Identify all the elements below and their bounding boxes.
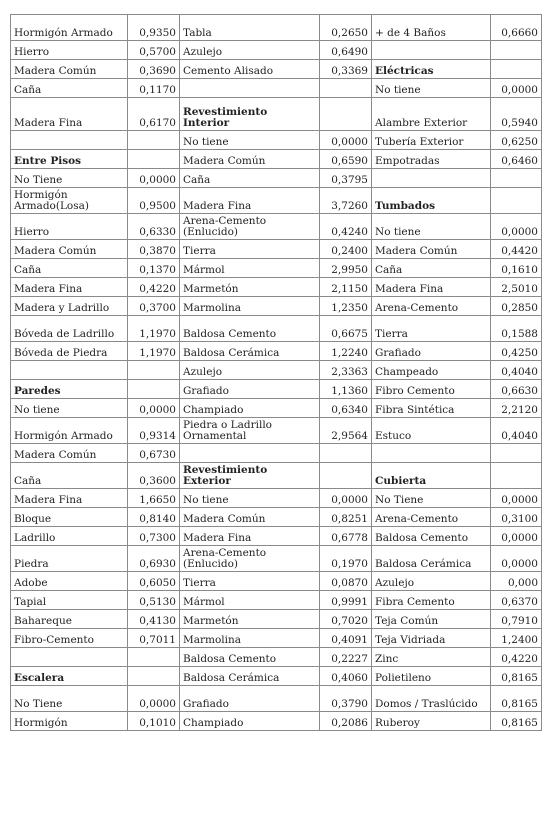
section-header: Revestimiento Interior <box>180 98 320 131</box>
group2-value: 0,3369 <box>320 60 372 79</box>
table-row <box>11 98 542 131</box>
group1-item: Caña <box>11 79 128 98</box>
group3-item: Grafiado <box>372 342 491 361</box>
group1-item: Hormigón <box>11 712 128 731</box>
group1-value: 0,7011 <box>128 629 180 648</box>
table-row <box>11 60 542 79</box>
group2-item: Azulejo <box>180 41 320 60</box>
group1-value: 0,6930 <box>128 546 180 572</box>
group3-value: 0,1610 <box>491 259 542 278</box>
group2-item: Grafiado <box>180 686 320 712</box>
table-row <box>11 489 542 508</box>
table-row <box>11 169 542 188</box>
group1-item: Bahareque <box>11 610 128 629</box>
group2-item: Champiado <box>180 712 320 731</box>
empty-cell <box>491 60 542 79</box>
group2-item: Mármol <box>180 259 320 278</box>
group2-value: 0,6340 <box>320 399 372 418</box>
group1-value: 0,5130 <box>128 591 180 610</box>
group2-item: Arena-Cemento (Enlucido) <box>180 546 320 572</box>
group2-value: 0,4060 <box>320 667 372 686</box>
group3-value: 0,7910 <box>491 610 542 629</box>
table-row <box>11 380 542 399</box>
group1-item: Caña <box>11 259 128 278</box>
group3-item: No tiene <box>372 79 491 98</box>
group1-value: 0,0000 <box>128 169 180 188</box>
group1-item: Madera Común <box>11 444 128 463</box>
group2-item: Tierra <box>180 240 320 259</box>
group1-item: No tiene <box>11 399 128 418</box>
group3-value: 2,5010 <box>491 278 542 297</box>
group3-item: Baldosa Cerámica <box>372 546 491 572</box>
group3-item: No tiene <box>372 214 491 240</box>
group1-item: Madera Común <box>11 240 128 259</box>
empty-cell <box>11 131 128 150</box>
empty-cell <box>128 380 180 399</box>
group1-item: Hormigón Armado <box>11 15 128 41</box>
empty-cell <box>372 41 491 60</box>
group2-value: 0,2400 <box>320 240 372 259</box>
group2-item: Baldosa Cerámica <box>180 342 320 361</box>
group1-value: 0,0000 <box>128 686 180 712</box>
group3-value: 0,0000 <box>491 546 542 572</box>
group1-value: 0,3870 <box>128 240 180 259</box>
table-row <box>11 297 542 316</box>
group2-value: 0,8251 <box>320 508 372 527</box>
table-row <box>11 546 542 572</box>
group2-item: Arena-Cemento (Enlucido) <box>180 214 320 240</box>
group1-item: Madera Común <box>11 60 128 79</box>
group1-item: Madera Fina <box>11 278 128 297</box>
section-header: Eléctricas <box>372 60 491 79</box>
group2-item: No tiene <box>180 131 320 150</box>
group1-value: 0,3690 <box>128 60 180 79</box>
group3-item: Madera Fina <box>372 278 491 297</box>
table-row <box>11 278 542 297</box>
empty-cell <box>491 41 542 60</box>
group1-value: 0,3600 <box>128 463 180 489</box>
group1-value: 0,6330 <box>128 214 180 240</box>
group2-value: 0,3795 <box>320 169 372 188</box>
group2-item: Tierra <box>180 572 320 591</box>
empty-cell <box>180 444 320 463</box>
group1-value: 0,4220 <box>128 278 180 297</box>
group2-value: 0,0870 <box>320 572 372 591</box>
group3-value: 0,6250 <box>491 131 542 150</box>
table-row <box>11 572 542 591</box>
table-row <box>11 131 542 150</box>
table-row <box>11 188 542 214</box>
group1-value: 0,8140 <box>128 508 180 527</box>
group3-value: 0,8165 <box>491 686 542 712</box>
group1-value: 1,1970 <box>128 316 180 342</box>
group3-item: Baldosa Cemento <box>372 527 491 546</box>
empty-cell <box>11 648 128 667</box>
section-header: Tumbados <box>372 188 491 214</box>
section-header: Cubierta <box>372 463 491 489</box>
group1-value: 0,1370 <box>128 259 180 278</box>
group2-value: 2,3363 <box>320 361 372 380</box>
group2-item: Baldosa Cemento <box>180 316 320 342</box>
empty-cell <box>372 169 491 188</box>
group1-value: 0,4130 <box>128 610 180 629</box>
group2-item: Caña <box>180 169 320 188</box>
empty-cell <box>320 463 372 489</box>
group2-value: 0,2650 <box>320 15 372 41</box>
table-row <box>11 527 542 546</box>
group2-item: Marmetón <box>180 610 320 629</box>
group1-value: 0,6730 <box>128 444 180 463</box>
group1-item: No Tiene <box>11 169 128 188</box>
group3-item: Polietileno <box>372 667 491 686</box>
group2-value: 0,0000 <box>320 131 372 150</box>
empty-cell <box>180 79 320 98</box>
group1-value: 0,0000 <box>128 399 180 418</box>
group3-value: 0,4220 <box>491 648 542 667</box>
group1-item: Adobe <box>11 572 128 591</box>
group1-item: Madera y Ladrillo <box>11 297 128 316</box>
table-row <box>11 150 542 169</box>
group3-item: Fibra Sintética <box>372 399 491 418</box>
group3-value: 0,3100 <box>491 508 542 527</box>
group2-item: Baldosa Cerámica <box>180 667 320 686</box>
table-row <box>11 686 542 712</box>
group3-item: Champeado <box>372 361 491 380</box>
group3-value: 0,4040 <box>491 418 542 444</box>
group1-item: Madera Fina <box>11 98 128 131</box>
group2-item: Madera Común <box>180 150 320 169</box>
empty-cell <box>128 131 180 150</box>
empty-cell <box>491 169 542 188</box>
group2-item: Marmolina <box>180 297 320 316</box>
group3-item: Arena-Cemento <box>372 508 491 527</box>
group1-item: Hormigón Armado <box>11 418 128 444</box>
group1-item: Hierro <box>11 41 128 60</box>
group2-item: Cemento Alisado <box>180 60 320 79</box>
group1-item: Ladrillo <box>11 527 128 546</box>
group2-item: Baldosa Cemento <box>180 648 320 667</box>
group3-value: 0,4040 <box>491 361 542 380</box>
table-row <box>11 591 542 610</box>
table-row <box>11 418 542 444</box>
group2-value: 0,3790 <box>320 686 372 712</box>
group2-item: Tabla <box>180 15 320 41</box>
group2-value: 0,7020 <box>320 610 372 629</box>
table-row <box>11 41 542 60</box>
empty-cell <box>491 463 542 489</box>
group2-item: Marmetón <box>180 278 320 297</box>
table-row <box>11 463 542 489</box>
group1-value: 1,6650 <box>128 489 180 508</box>
group1-value: 0,1170 <box>128 79 180 98</box>
table-row <box>11 444 542 463</box>
group3-item: No Tiene <box>372 489 491 508</box>
group1-item: No Tiene <box>11 686 128 712</box>
group1-value: 0,6170 <box>128 98 180 131</box>
group2-value: 2,9950 <box>320 259 372 278</box>
group2-value: 1,2350 <box>320 297 372 316</box>
table-row <box>11 259 542 278</box>
group3-value: 0,6460 <box>491 150 542 169</box>
table-row <box>11 342 542 361</box>
group3-item: Fibra Cemento <box>372 591 491 610</box>
empty-cell <box>128 361 180 380</box>
group3-value: 0,6370 <box>491 591 542 610</box>
group3-item: + de 4 Baños <box>372 15 491 41</box>
group2-value: 0,4240 <box>320 214 372 240</box>
group1-item: Hierro <box>11 214 128 240</box>
group2-value: 1,2240 <box>320 342 372 361</box>
group2-item: Madera Fina <box>180 527 320 546</box>
group2-item: Madera Común <box>180 508 320 527</box>
table-row <box>11 629 542 648</box>
group3-value: 0,6630 <box>491 380 542 399</box>
table-row <box>11 214 542 240</box>
group3-value: 0,5940 <box>491 98 542 131</box>
group2-value: 2,1150 <box>320 278 372 297</box>
group2-value: 2,9564 <box>320 418 372 444</box>
group3-value: 0,2850 <box>491 297 542 316</box>
group3-item: Teja Vidriada <box>372 629 491 648</box>
empty-cell <box>491 444 542 463</box>
section-header: Escalera <box>11 667 128 686</box>
group3-item: Empotradas <box>372 150 491 169</box>
table-row <box>11 648 542 667</box>
table-row <box>11 79 542 98</box>
group2-value: 3,7260 <box>320 188 372 214</box>
section-header: Entre Pisos <box>11 150 128 169</box>
empty-cell <box>320 444 372 463</box>
group2-value: 0,2086 <box>320 712 372 731</box>
group3-item: Domos / Traslúcido <box>372 686 491 712</box>
group1-item: Piedra <box>11 546 128 572</box>
group3-value: 0,4420 <box>491 240 542 259</box>
group2-value: 0,9991 <box>320 591 372 610</box>
group2-value: 0,1970 <box>320 546 372 572</box>
empty-cell <box>128 150 180 169</box>
group1-item: Madera Fina <box>11 489 128 508</box>
group2-value: 0,6590 <box>320 150 372 169</box>
group1-value: 0,1010 <box>128 712 180 731</box>
group1-item: Fibro-Cemento <box>11 629 128 648</box>
group1-item: Caña <box>11 463 128 489</box>
empty-cell <box>320 79 372 98</box>
group3-item: Arena-Cemento <box>372 297 491 316</box>
group1-value: 0,5700 <box>128 41 180 60</box>
table-row <box>11 508 542 527</box>
empty-cell <box>11 361 128 380</box>
group3-value: 0,000 <box>491 572 542 591</box>
group2-value: 1,1360 <box>320 380 372 399</box>
group3-item: Ruberoy <box>372 712 491 731</box>
table-row <box>11 712 542 731</box>
group3-item: Tierra <box>372 316 491 342</box>
table-row <box>11 667 542 686</box>
group3-value: 0,8165 <box>491 667 542 686</box>
group2-value: 0,6490 <box>320 41 372 60</box>
empty-cell <box>128 648 180 667</box>
group1-item: Bóveda de Ladrillo <box>11 316 128 342</box>
group1-value: 0,6050 <box>128 572 180 591</box>
coefficients-table <box>10 14 542 731</box>
group1-item: Bloque <box>11 508 128 527</box>
group2-value: 0,2227 <box>320 648 372 667</box>
group3-item: Madera Común <box>372 240 491 259</box>
group2-item: Mármol <box>180 591 320 610</box>
group3-item: Teja Común <box>372 610 491 629</box>
group2-item: Piedra o Ladrillo Ornamental <box>180 418 320 444</box>
table-row <box>11 316 542 342</box>
group3-value: 0,1588 <box>491 316 542 342</box>
group2-value: 0,6778 <box>320 527 372 546</box>
table-row <box>11 15 542 41</box>
section-header: Revestimiento Exterior <box>180 463 320 489</box>
group3-item: Tubería Exterior <box>372 131 491 150</box>
group2-item: No tiene <box>180 489 320 508</box>
group3-value: 1,2400 <box>491 629 542 648</box>
group2-item: Grafiado <box>180 380 320 399</box>
group2-item: Marmolina <box>180 629 320 648</box>
group1-value: 0,3700 <box>128 297 180 316</box>
group3-value: 0,0000 <box>491 79 542 98</box>
group3-value: 0,4250 <box>491 342 542 361</box>
empty-cell <box>320 98 372 131</box>
group2-value: 0,6675 <box>320 316 372 342</box>
group1-item: Tapial <box>11 591 128 610</box>
empty-cell <box>491 188 542 214</box>
table-row <box>11 610 542 629</box>
group3-item: Estuco <box>372 418 491 444</box>
table-row <box>11 399 542 418</box>
group1-value: 0,9314 <box>128 418 180 444</box>
group2-item: Champiado <box>180 399 320 418</box>
group2-value: 0,4091 <box>320 629 372 648</box>
group3-value: 0,0000 <box>491 489 542 508</box>
table-row <box>11 361 542 380</box>
empty-cell <box>128 667 180 686</box>
group1-value: 0,9350 <box>128 15 180 41</box>
group3-item: Alambre Exterior <box>372 98 491 131</box>
group3-value: 0,6660 <box>491 15 542 41</box>
group3-item: Caña <box>372 259 491 278</box>
section-header: Paredes <box>11 380 128 399</box>
group3-item: Zinc <box>372 648 491 667</box>
group3-value: 0,0000 <box>491 527 542 546</box>
empty-cell <box>372 444 491 463</box>
table-row <box>11 240 542 259</box>
table-body <box>11 15 542 731</box>
group1-value: 0,9500 <box>128 188 180 214</box>
group3-value: 2,2120 <box>491 399 542 418</box>
group1-item: Bóveda de Piedra <box>11 342 128 361</box>
group3-value: 0,8165 <box>491 712 542 731</box>
group2-item: Madera Fina <box>180 188 320 214</box>
group2-item: Azulejo <box>180 361 320 380</box>
group3-value: 0,0000 <box>491 214 542 240</box>
group3-item: Fibro Cemento <box>372 380 491 399</box>
group3-item: Azulejo <box>372 572 491 591</box>
group1-item: Hormigón Armado(Losa) <box>11 188 128 214</box>
group1-value: 0,7300 <box>128 527 180 546</box>
group1-value: 1,1970 <box>128 342 180 361</box>
group2-value: 0,0000 <box>320 489 372 508</box>
